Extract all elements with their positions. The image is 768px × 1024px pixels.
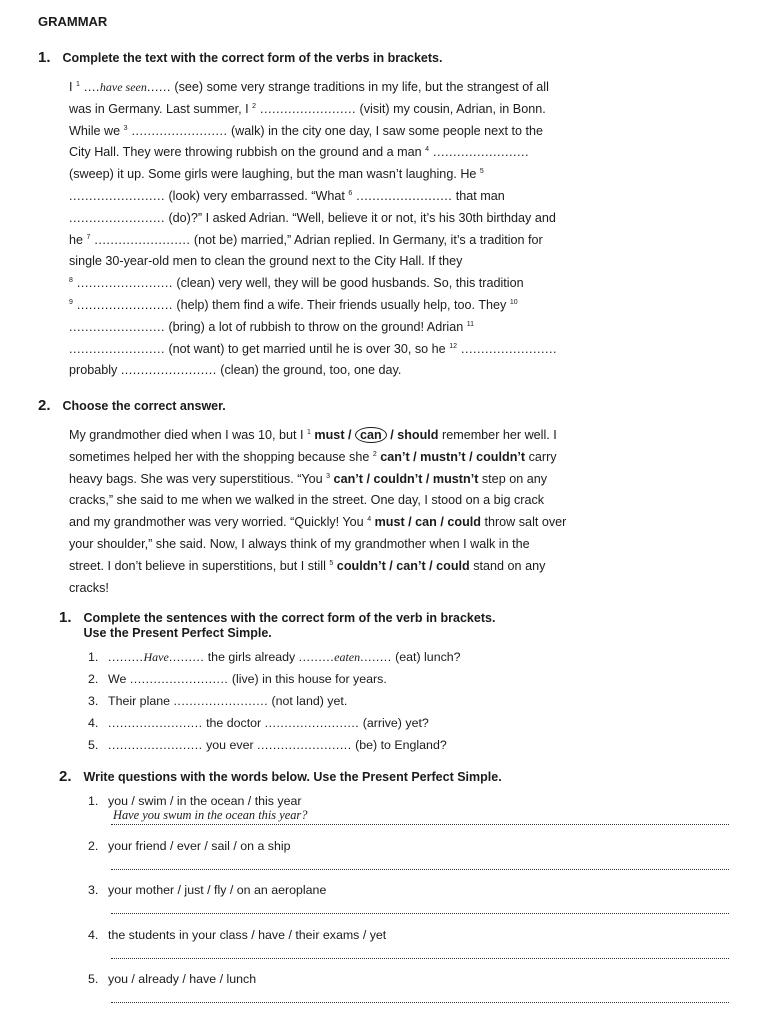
blank-dots: ........................ [256, 101, 357, 116]
blank-dots: ........................ [69, 210, 165, 225]
blank-dots: .... [79, 80, 100, 94]
text-line [69, 342, 557, 356]
handwritten-answer: eaten [334, 650, 361, 664]
text-line [69, 254, 462, 268]
text-run: probably [69, 363, 121, 378]
exercise-3-number: 1. [59, 609, 72, 626]
answer-line[interactable] [111, 988, 729, 1003]
answer-options: / should [386, 428, 439, 442]
text-run: cracks! [69, 580, 109, 595]
prompt-words: your mother / just / fly / on an aeroplane [108, 883, 327, 897]
blank-dots: ........................ [72, 298, 173, 312]
question-prompt [88, 972, 256, 986]
text-line [69, 537, 530, 551]
text-run: carry [525, 449, 557, 464]
blank-dots: ........ [360, 650, 392, 664]
text-line [69, 515, 566, 529]
blank-dots: ........................ [69, 341, 165, 356]
exercise-4-heading [59, 768, 502, 785]
text-run: (not land) yet. [268, 694, 348, 708]
blank-dots: ......................... [129, 672, 229, 686]
answer-options: can’t / couldn’t / mustn’t [330, 471, 479, 486]
exercise-2-heading [38, 397, 226, 414]
text-run: (help) them find a wife. Their friends usually help, too. They [172, 298, 510, 312]
text-line [69, 320, 474, 334]
gap-number: 6 [348, 190, 353, 197]
blank-dots: ........................ [127, 123, 228, 138]
gap-number: 10 [509, 299, 518, 306]
text-run: heavy bags. She was very superstitious. “You [69, 471, 327, 486]
question-prompt [88, 883, 326, 897]
text-run: (sweep) it up. Some girls were laughing, but the man wasn’t laughing. He [69, 167, 480, 182]
circled-answer: can [355, 427, 387, 443]
gap-number: 3 [123, 124, 128, 132]
text-run: (look) very embarrassed. “What [164, 189, 349, 203]
blank-dots: ......... [108, 650, 144, 664]
gap-number: 4 [367, 516, 372, 524]
item-number: 5. [88, 972, 99, 986]
blank-dots: ........................ [108, 738, 203, 752]
sentence-item [88, 650, 461, 665]
blank-dots: ........................ [456, 341, 557, 356]
handwritten-answer: Have you swum in the ocean this year? [113, 808, 308, 822]
text-run: was in Germany. Last summer, I [69, 101, 253, 116]
text-run: the girls already [204, 650, 299, 664]
handwritten-answer: Have [143, 650, 169, 664]
text-line [69, 450, 557, 464]
exercise-1-number: 1. [38, 49, 51, 66]
text-line [69, 80, 549, 95]
blank-dots: ......... [168, 650, 205, 664]
sentence-item [88, 672, 387, 686]
text-line [69, 167, 484, 181]
exercise-3-instruction-line-1: Complete the sentences with the correct form of the verb in brackets. [83, 611, 496, 625]
text-run: (live) in this house for years. [228, 672, 387, 686]
prompt-words: you / swim / in the ocean / this year [108, 794, 302, 808]
text-run: throw salt over [480, 515, 567, 530]
question-prompt [88, 839, 291, 853]
text-line [69, 363, 401, 377]
answer-line[interactable] [111, 944, 729, 959]
item-number: 5. [88, 738, 99, 752]
text-line [69, 145, 529, 159]
exercise-4-instruction: Write questions with the words below. Use the Present Perfect Simple. [83, 770, 502, 784]
text-run: and my grandmother was very worried. “Quickly! You [69, 515, 368, 530]
answer-options: must / can / could [371, 515, 481, 530]
text-line [69, 124, 543, 138]
sentence-item [88, 716, 429, 730]
item-number: 3. [88, 883, 99, 897]
text-line [69, 211, 556, 225]
gap-number: 4 [425, 146, 429, 154]
blank-dots: ........................ [173, 694, 269, 708]
text-run: (walk) in the city one day, I saw some people next to the [227, 123, 543, 138]
text-run: My grandmother died when I was 10, but I [69, 428, 308, 442]
text-line [69, 472, 547, 486]
answer-line[interactable] [111, 810, 729, 825]
text-run: (eat) lunch? [391, 650, 461, 664]
text-run: single 30-year-old men to clean the ground next to the City Hall. If they [69, 254, 463, 269]
text-line [69, 233, 543, 247]
text-line [69, 559, 545, 573]
sentence-item [88, 738, 447, 752]
blank-dots: ........................ [72, 276, 173, 291]
text-run: (arrive) yet? [359, 716, 429, 730]
blank-dots: ........................ [69, 319, 165, 334]
item-number: 2. [88, 672, 99, 686]
text-run: We [108, 672, 130, 686]
text-run: I [69, 80, 76, 94]
text-line [69, 428, 557, 442]
item-number: 1. [88, 794, 99, 808]
exercise-1-instruction: Complete the text with the correct form of the verbs in brackets. [62, 51, 443, 65]
text-run: sometimes helped her with the shopping because she [69, 449, 373, 464]
exercise-1-heading [38, 49, 442, 66]
text-run: While we [69, 123, 124, 138]
item-number: 2. [88, 838, 99, 853]
item-number: 4. [88, 927, 99, 942]
text-run: step on any [478, 471, 548, 486]
text-line [69, 276, 524, 290]
blank-dots: ........................ [257, 738, 352, 752]
text-run: street. I don’t believe in superstitions, but I still [69, 558, 330, 573]
item-number: 1. [88, 650, 99, 664]
blank-dots: ........................ [352, 189, 453, 203]
text-run: (clean) very well, they will be good husbands. So, this tradition [172, 276, 524, 291]
exercise-3-heading [59, 609, 495, 641]
blank-dots: ........................ [69, 189, 165, 203]
question-prompt [88, 794, 302, 808]
gap-number: 1 [76, 81, 80, 88]
text-run: stand on any [469, 558, 546, 573]
text-run: remember her well. I [438, 428, 557, 442]
text-run: (bring) a lot of rubbish to throw on the ground! Adrian [164, 319, 467, 334]
text-run: cracks,” she said to me when we walked in the street. One day, I stood on a big crack [69, 493, 545, 508]
gap-number: 9 [69, 299, 73, 306]
gap-number: 5 [329, 559, 334, 567]
answer-options: can’t / mustn’t / couldn’t [376, 449, 526, 464]
gap-number: 2 [252, 102, 257, 110]
item-number: 4. [88, 716, 99, 730]
blank-dots: ........................ [429, 145, 529, 160]
gap-number: 3 [326, 472, 331, 480]
handwritten-answer: have seen [99, 80, 147, 94]
blank-dots: ........................ [264, 716, 360, 730]
text-run: you ever [202, 738, 258, 752]
gap-number: 5 [479, 168, 484, 176]
prompt-words: you / already / have / lunch [108, 972, 257, 986]
question-prompt [88, 928, 386, 942]
exercise-4-number: 2. [59, 768, 72, 785]
exercise-2-number: 2. [38, 397, 51, 414]
text-run: the doctor [202, 716, 265, 730]
text-run: (visit) my cousin, Adrian, in Bonn. [356, 101, 546, 116]
answer-line[interactable] [111, 899, 729, 914]
text-line [69, 102, 546, 116]
blank-dots: ........................ [108, 716, 203, 730]
text-run: (be) to England? [351, 738, 447, 752]
text-run: your shoulder,” she said. Now, I always think of my grandmother when I walk in the [69, 537, 530, 551]
text-run: he [69, 232, 87, 247]
gap-number: 11 [466, 320, 474, 328]
text-line [69, 298, 518, 312]
blank-dots: ......... [298, 650, 335, 664]
item-number: 3. [88, 694, 99, 708]
answer-options: couldn’t / can’t / could [333, 558, 470, 573]
gap-number: 2 [372, 450, 377, 458]
blank-dots: ........................ [120, 363, 217, 378]
prompt-words: your friend / ever / sail / on a ship [108, 838, 291, 853]
answer-line[interactable] [111, 855, 729, 870]
text-line [69, 493, 544, 507]
text-line [69, 189, 505, 203]
blank-dots: ........................ [90, 232, 191, 247]
text-run: City Hall. They were throwing rubbish on the ground and a man [69, 145, 426, 160]
blank-dots: ...... [146, 80, 171, 94]
sentence-item [88, 694, 347, 708]
text-run: (not be) married,” Adrian replied. In Germany, it’s a tradition for [190, 232, 543, 247]
text-run: Their plane [108, 694, 174, 708]
text-run: (not want) to get married until he is over 30, so he [164, 341, 450, 356]
text-run: that man [452, 189, 505, 203]
gap-number: 8 [69, 277, 73, 285]
exercise-3-instruction-line-2: Use the Present Perfect Simple. [83, 626, 272, 640]
text-run: (do)?” I asked Adrian. “Well, believe it or not, it’s his 30th birthday and [164, 210, 556, 225]
prompt-words: the students in your class / have / their exams / yet [108, 927, 387, 942]
gap-number: 12 [449, 342, 457, 350]
gap-number: 1 [307, 429, 311, 436]
text-run: (clean) the ground, too, one day. [216, 363, 402, 378]
text-run: (see) some very strange traditions in my life, but the strangest of all [170, 80, 549, 94]
answer-options: must / [310, 428, 356, 442]
exercise-2-instruction: Choose the correct answer. [62, 399, 226, 413]
page-title: GRAMMAR [38, 14, 108, 29]
text-line [69, 581, 109, 595]
gap-number: 7 [86, 233, 91, 241]
